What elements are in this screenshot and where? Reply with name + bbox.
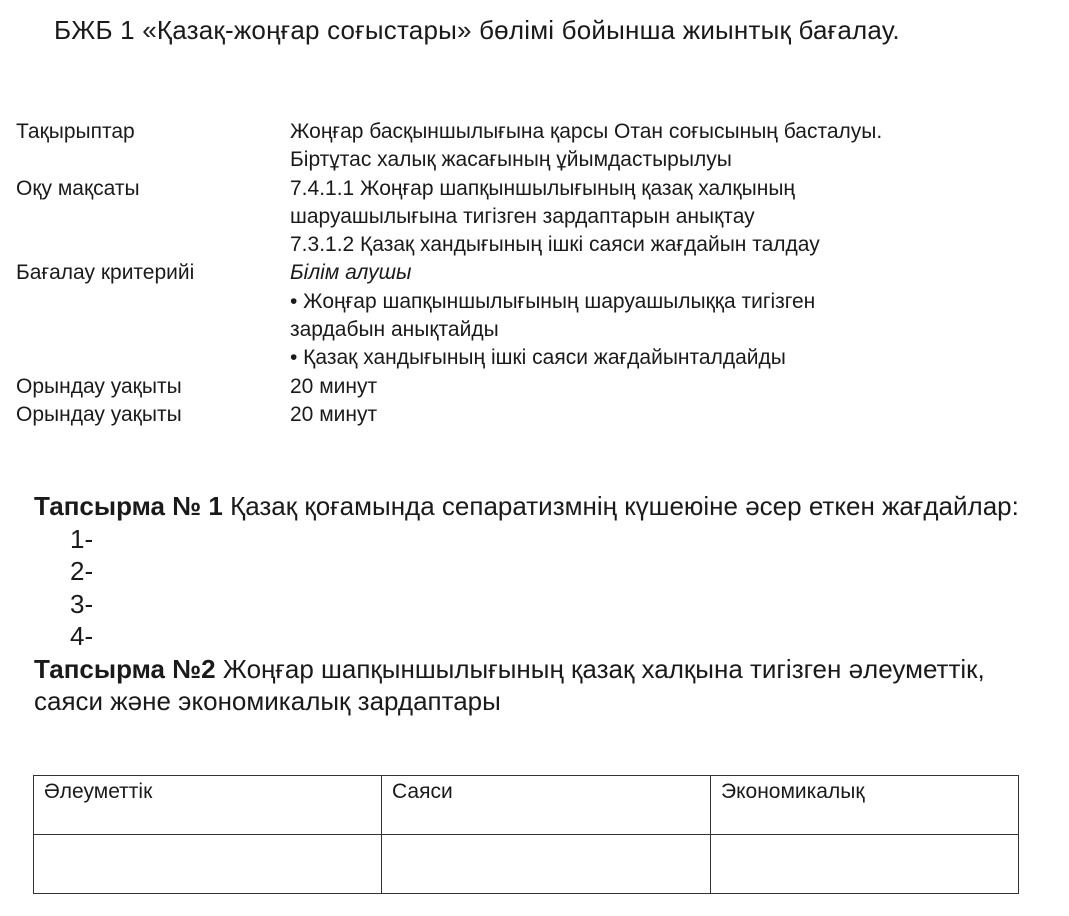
table-row bbox=[34, 835, 1019, 894]
time-value: 20 минут bbox=[290, 402, 378, 426]
answer-cell-social[interactable] bbox=[34, 835, 382, 894]
criteria-label: Бағалау критерийі bbox=[16, 261, 195, 285]
time-label: Орындау уақыты bbox=[16, 402, 182, 426]
objectives-value bbox=[290, 175, 1056, 260]
topics-line: Жоңғар басқыншылығына қарсы Отан соғысының басталуы. bbox=[290, 120, 883, 143]
topics-row bbox=[16, 118, 1056, 175]
table-header-row bbox=[34, 776, 1019, 835]
criteria-row bbox=[16, 259, 1056, 372]
task2-text: Жоңғар шапқыншылығының қазақ халқына тигізген әлеуметтік, саяси және экономикалық зардаптары bbox=[34, 653, 985, 716]
time-label: Орындау уақыты bbox=[16, 374, 182, 398]
list-item: 4- bbox=[70, 621, 94, 651]
tasks-section bbox=[34, 490, 1034, 718]
task1-heading bbox=[34, 490, 1034, 523]
time-row bbox=[16, 401, 1056, 429]
answer-cell-economic[interactable] bbox=[711, 835, 1019, 894]
criteria-intro: Білім алушы bbox=[290, 261, 412, 285]
criteria-line: зардабын анықтайды bbox=[290, 318, 499, 342]
task1-label: Тапсырма № 1 bbox=[34, 491, 223, 521]
info-block bbox=[16, 118, 1056, 429]
criteria-line: • Қазақ хандығының ішкі саяси жағдайынталдайды bbox=[290, 346, 786, 370]
time-value: 20 минут bbox=[290, 374, 378, 398]
objectives-label: Оқу мақсаты bbox=[16, 176, 140, 200]
task1-list bbox=[34, 523, 1034, 653]
header-social: Әлеуметтік bbox=[34, 776, 382, 835]
header-political: Саяси bbox=[382, 776, 711, 835]
objectives-row bbox=[16, 175, 1056, 260]
document-title: БЖБ 1 «Қазақ-жоңғар соғыстары» бөлімі бойынша жиынтық бағалау. bbox=[54, 15, 900, 45]
objectives-line: 7.4.1.1 Жоңғар шапқыншылығының қазақ халқының bbox=[290, 176, 796, 200]
criteria-value bbox=[290, 259, 1056, 372]
criteria-line: • Жоңғар шапқыншылығының шаруашылыққа тигізген bbox=[290, 289, 816, 313]
time-row bbox=[16, 373, 1056, 401]
topics-label: Тақырыптар bbox=[16, 120, 135, 143]
header-economic: Экономикалық bbox=[711, 776, 1019, 835]
consequences-table bbox=[33, 775, 1019, 894]
objectives-line: шаруашылығына тигізген зардаптарын анықтау bbox=[290, 204, 755, 228]
list-item: 1- bbox=[70, 523, 94, 554]
list-item: 2- bbox=[70, 556, 94, 586]
task1-text: Қазақ қоғамында сепаратизмнің күшеюіне әсер еткен жағдайлар: bbox=[222, 491, 1019, 521]
task2-heading bbox=[34, 653, 1034, 718]
objectives-line: 7.3.1.2 Қазақ хандығының ішкі саяси жағдайын талдау bbox=[290, 233, 820, 257]
answer-cell-political[interactable] bbox=[382, 835, 711, 894]
list-item: 3- bbox=[70, 588, 94, 619]
task2-label: Тапсырма №2 bbox=[34, 653, 216, 684]
topics-line: Біртұтас халық жасағының ұйымдастырылуы bbox=[290, 148, 732, 172]
topics-value bbox=[290, 118, 1056, 175]
